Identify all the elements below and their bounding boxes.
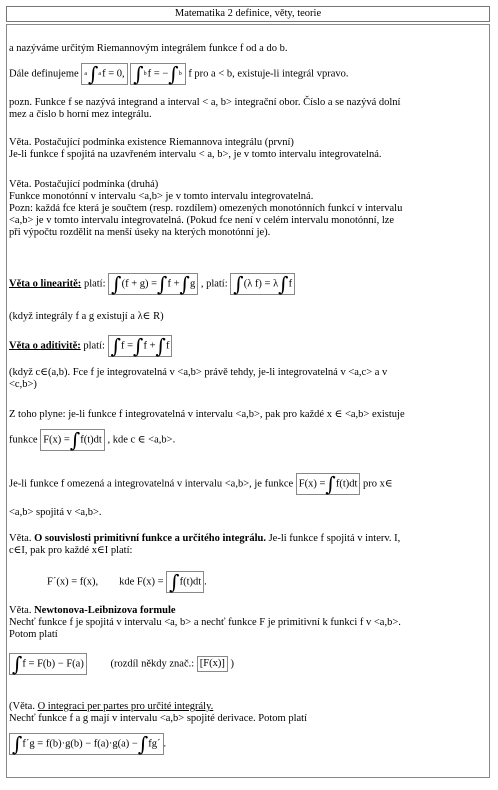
theorem-line: (Věta. O integraci per partes pro určité integrály. [9,701,214,712]
integral-icon: ∫ [12,652,23,676]
integral-icon: ∫ [69,428,81,452]
formula-box: [F(x)] [197,656,228,672]
theorem-title: Věta. Postačující podmínka existence Riemannova integrálu (první) [9,137,294,148]
text-line: Je-li funkce f spojitá na uzavřeném intervalu < a, b>, je v tomto intervalu integrovatelná. [9,149,382,160]
page-header [6,6,490,22]
function-line: Je-li funkce f omezená a integrovatelná v intervalu <a,b>, je funkce F(x) =∫f(t)dt pro x∈ [9,472,393,496]
text-line: <a,b> spojitá v <a,b>. [9,507,102,518]
integral-icon: ∫ [12,732,23,756]
integral-icon: ∫ [168,62,179,86]
integral-icon: ∫ [325,472,336,496]
theorem-line: Věta. O souvislosti primitivní funkce a určitého integrálu. Je-li funkce f spojitá v interv. I, [9,533,401,544]
integral-icon: ∫ [110,334,121,358]
text-line: c∈I, pak pro každé x∈I platí: [9,545,133,556]
text-line: (když integrály f a g existují a λ∈ R) [9,311,164,322]
text-line: pozn. Funkce f se nazývá integrand a interval < a, b> integrační obor. Číslo a se nazývá dolní [9,97,401,108]
theorem-title: Věta. Postačující podmínka (druhá) [9,179,159,190]
formula-box: ∫(f + g) =∫f +∫g [108,273,198,295]
formula-box: ∫(λ f) = λ∫f [230,273,295,295]
formula-box: a∫af = 0, [81,63,127,85]
integral-icon: ∫ [133,62,144,86]
formula-box: ∫f(t)dt [166,571,204,593]
additivity-line: Věta o aditivitě: platí: ∫f =∫f +∫f [9,335,172,357]
formula-line: F´(x) = f(x), kde F(x) = ∫f(t)dt . [47,570,207,594]
formula-line: ∫f = F(b) − F(a) (rozdíl někdy znač.: [F(x)] ) [9,653,234,675]
text-line: (když c∈(a,b). Fce f je integrovatelná v <a,b> právě tehdy, je-li integrovatelná v <a,c> a v [9,367,388,378]
formula-box: ∫f´g = f(b)·g(b) − f(a)·g(a) −∫fg´ [9,733,164,755]
formula-box: ∫bf = −∫b [130,63,185,85]
text-line: <c,b>) [9,379,37,390]
formula-box: F(x) =∫f(t)dt [40,429,105,451]
text-line: Funkce monotónní v intervalu <a,b> je v tomto intervalu integrovatelná. [9,191,314,202]
text-line: <a,b> je v tomto intervalu integrovatelná. (Pokud fce není v celém intervalu monotónní, lze [9,215,395,226]
text-line: Pozn: každá fce která je součtem (resp. rozdílem) omezených monotónních funkcí v intervalu [9,203,403,214]
integral-icon: ∫ [111,272,122,296]
integral-icon: ∫ [278,272,289,296]
text-line: Nechť funkce f je spojitá v intervalu <a, b> a nechť funkce F je primitivní k funkci f v <a,b>. [9,617,401,628]
text-line: Z toho plyne: je-li funkce f integrovatelná v intervalu <a,b>, pak pro každé x ∈ <a,b> existuje [9,409,405,420]
theorem-line: Věta. Newtonova-Leibnizova formule [9,605,176,616]
integral-icon: ∫ [155,334,166,358]
formula-box: ∫f = F(b) − F(a) [9,653,87,675]
linearity-line: Věta o linearitě: platí: ∫(f + g) =∫f +∫g , platí: ∫(λ f) = λ∫f [9,273,295,295]
integral-icon: ∫ [157,272,168,296]
document-page [6,24,490,778]
text-line: při výpočtu rozdělit na menší úseky na kterých monotónní je). [9,227,271,238]
formula-box: F(x) =∫f(t)dt [296,473,361,495]
header-title: Matematika 2 definice, věty, teorie [174,8,322,19]
text-line: Potom platí [9,629,58,640]
integral-icon: ∫ [133,334,144,358]
text-line: mez a číslo b horní mez integrálu. [9,109,152,120]
text-line: a nazýváme určitým Riemannovým integrálem funkce f od a do b. [9,43,288,54]
function-line: funkce F(x) =∫f(t)dt , kde c ∈ <a,b>. [9,428,176,452]
definition-line: Dále definujeme a∫af = 0, ∫bf = −∫b f pro a < b, existuje-li integrál vpravo. [9,62,349,86]
text-line: Nechť funkce f a g mají v intervalu <a,b> spojité derivace. Potom platí [9,713,307,724]
formula-line: ∫f´g = f(b)·g(b) − f(a)·g(a) −∫fg´ . [9,733,166,755]
formula-box: ∫f =∫f +∫f [108,335,173,357]
integral-icon: ∫ [233,272,244,296]
integral-icon: ∫ [137,732,149,756]
integral-icon: ∫ [169,570,180,594]
integral-icon: ∫ [87,62,99,86]
integral-icon: ∫ [179,272,190,296]
